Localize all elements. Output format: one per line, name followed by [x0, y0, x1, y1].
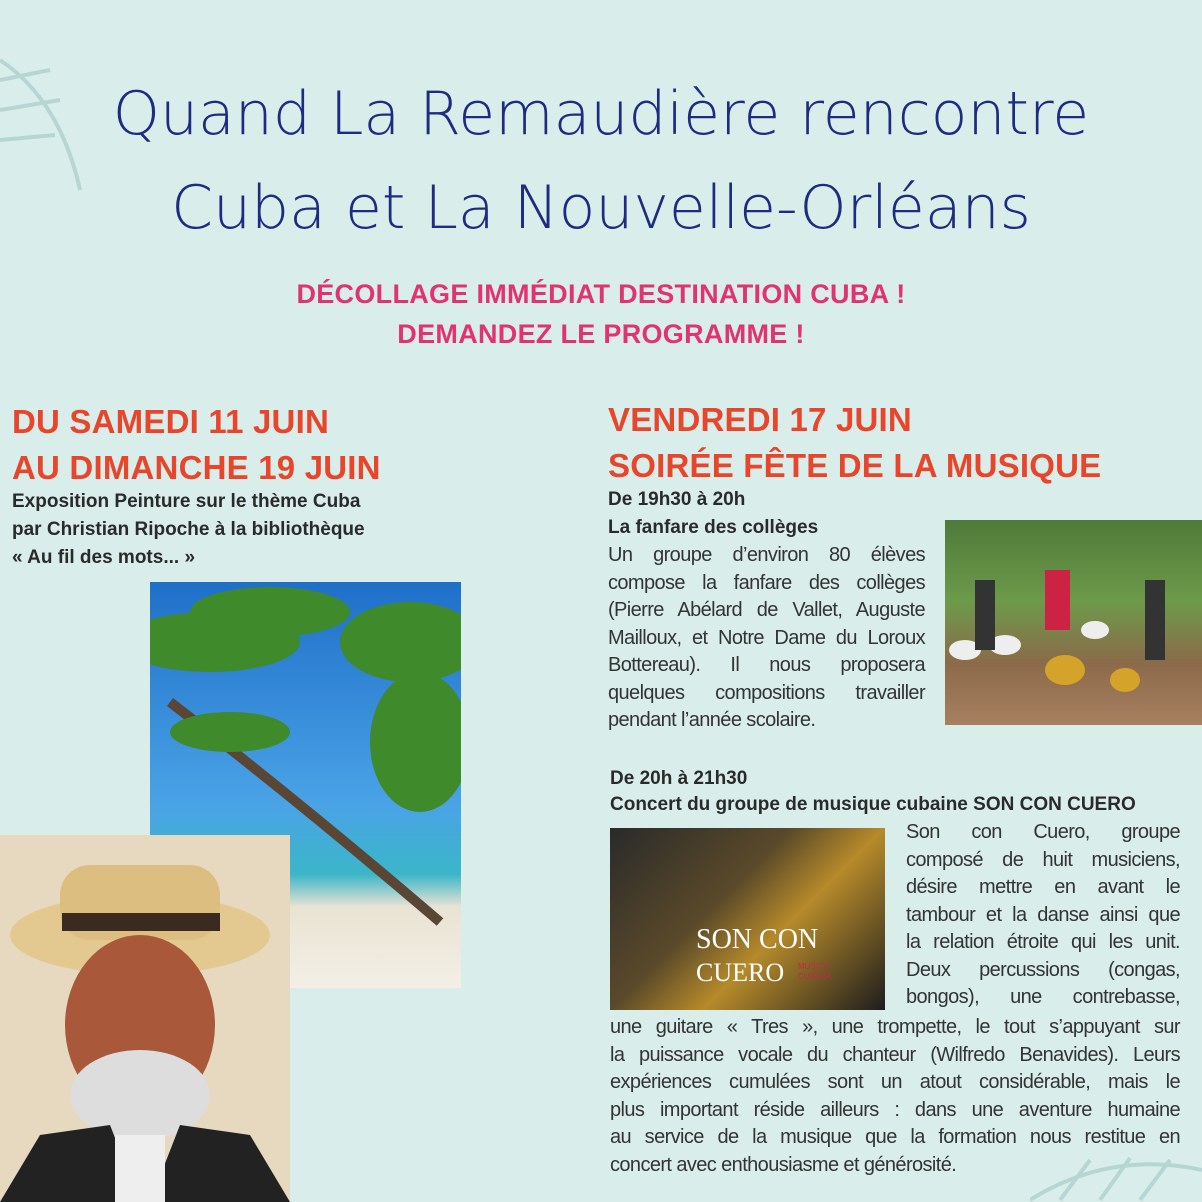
text-line: la puissance vocale du chanteur (Wilfredo Benavides). Leurs — [610, 1043, 1180, 1066]
school-band-photo — [945, 520, 1202, 725]
logo-line-2: CUERO — [696, 958, 785, 987]
text-line: Exposition Peinture sur le thème Cuba — [12, 491, 361, 512]
event2-time: De 20h à 21h30 — [610, 768, 748, 789]
son-con-cuero-photo — [610, 828, 885, 1010]
text-line: (Pierre Abélard de Vallet, Auguste — [608, 599, 925, 621]
title-line-2: Cuba et La Nouvelle-Orléans — [171, 173, 1031, 243]
text-line: concert avec enthousiasme et générosité. — [610, 1153, 957, 1176]
event1-name: La fanfare des collèges — [608, 517, 819, 538]
tagline-line-2: DEMANDEZ LE PROGRAMME ! — [397, 319, 805, 349]
left-heading-2: AU DIMANCHE 19 JUIN — [12, 449, 381, 486]
logo-line-1: SON CON — [696, 924, 819, 955]
portrait-graphic — [0, 835, 290, 1202]
text-line: composé de huit musiciens, — [906, 848, 1180, 871]
left-heading-1: DU SAMEDI 11 JUIN — [12, 403, 329, 440]
logo-sub: MUSICA CUBANA — [798, 962, 832, 981]
text-line: une guitare « Tres », une trompette, le tout s’appuyant sur — [610, 1016, 1180, 1038]
text-line: Deux percussions (congas, — [906, 958, 1180, 981]
right-heading-1: VENDREDI 17 JUIN — [608, 401, 912, 438]
text-line: désire mettre en avant le — [906, 876, 1180, 898]
event1-description — [608, 542, 925, 735]
text-line: « Au fil des mots... » — [12, 547, 196, 568]
text-line: Son con Cuero, groupe — [906, 821, 1180, 843]
tagline-line-1: DÉCOLLAGE IMMÉDIAT DESTINATION CUBA ! — [296, 279, 906, 309]
text-line: bongos), une contrebasse, — [906, 986, 1180, 1008]
right-heading-2: SOIRÉE FÊTE DE LA MUSIQUE — [608, 447, 1102, 484]
text-line: Mailloux, et Notre Dame du Loroux — [608, 626, 925, 649]
event2-full-text — [610, 1014, 1180, 1179]
text-line: compose la fanfare des collèges — [608, 571, 925, 594]
text-line: par Christian Ripoche à la bibliothèque — [12, 519, 365, 540]
text-line: quelques compositions travailler — [608, 681, 925, 704]
text-line: la relation étroite qui les unit. — [906, 931, 1180, 953]
text-line: au service de la musique que la formation nous restitue en — [610, 1126, 1180, 1148]
text-line: pendant l’année scolaire. — [608, 709, 816, 731]
text-line: tambour et la danse ainsi que — [906, 903, 1180, 926]
text-line: Un groupe d’environ 80 élèves — [608, 544, 925, 566]
event2-wrap-text — [906, 819, 1180, 1012]
cuban-man-portrait-painting — [0, 835, 290, 1202]
left-description — [12, 488, 365, 572]
text-line: plus important réside ailleurs : dans une aventure humaine — [610, 1098, 1180, 1121]
text-line: Bottereau). Il nous proposera — [608, 654, 925, 676]
event1-time: De 19h30 à 20h — [608, 489, 746, 510]
title-line-1: Quand La Remaudière rencontre — [112, 79, 1090, 149]
text-line: expériences cumulées sont un atout considérable, mais le — [610, 1071, 1180, 1093]
event2-name: Concert du groupe de musique cubaine SON CON CUERO — [610, 794, 1136, 815]
band-graphic — [945, 520, 1202, 725]
